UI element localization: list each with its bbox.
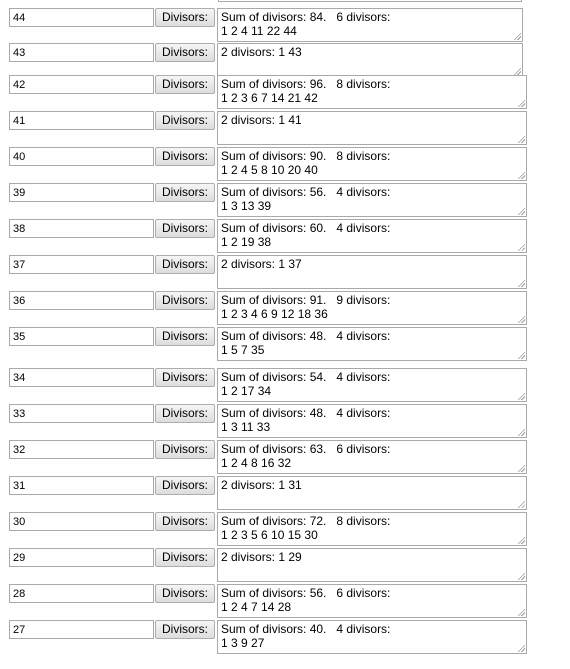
divisor-row [0,147,570,183]
result-line-divisor-list: 1 2 17 34 [221,384,272,398]
number-input[interactable] [9,548,154,567]
number-input[interactable] [9,183,154,202]
divisor-row [0,8,570,44]
divisors-button[interactable]: Divisors: [155,8,215,27]
divisors-result-textarea[interactable] [217,8,523,42]
divisor-row [0,219,570,255]
result-line-summary: Sum of divisors: 96. 8 divisors: [221,77,391,91]
number-input[interactable] [9,584,154,603]
resize-grip-icon[interactable] [517,207,525,215]
divisor-row [0,291,570,327]
number-input[interactable] [9,255,154,274]
divisors-button[interactable]: Divisors: [155,183,215,202]
divisor-row [0,111,570,147]
result-line-divisor-list: 1 2 4 11 22 44 [221,24,297,38]
result-line-summary: Sum of divisors: 91. 9 divisors: [221,293,391,307]
divisors-button[interactable]: Divisors: [155,584,215,603]
result-line-summary: 2 divisors: 1 41 [221,113,302,127]
result-line-summary: Sum of divisors: 48. 4 divisors: [221,406,391,420]
number-input[interactable] [9,219,154,238]
divisor-row [0,327,570,363]
result-line-divisor-list: 1 2 3 4 6 9 12 18 36 [221,307,328,321]
divisor-row [0,255,570,291]
divisors-button[interactable]: Divisors: [155,255,215,274]
divisors-result-textarea[interactable] [217,75,527,109]
number-input[interactable] [9,147,154,166]
divisors-button[interactable]: Divisors: [155,476,215,495]
result-line-summary: 2 divisors: 1 43 [221,45,302,59]
result-line-summary: Sum of divisors: 60. 4 divisors: [221,221,391,235]
divisor-row [0,368,570,404]
divisors-button[interactable]: Divisors: [155,512,215,531]
divisor-row [0,440,570,476]
previous-result-textarea[interactable] [218,0,522,2]
result-line-summary: 2 divisors: 1 37 [221,257,302,271]
resize-grip-icon[interactable] [517,315,525,323]
result-line-summary: Sum of divisors: 72. 8 divisors: [221,514,391,528]
resize-grip-icon[interactable] [517,608,525,616]
divisors-result-textarea[interactable] [217,404,527,438]
result-line-divisor-list: 1 3 11 33 [221,420,271,434]
divisors-result-textarea[interactable] [217,512,527,546]
divisors-button[interactable]: Divisors: [155,111,215,130]
number-input[interactable] [9,291,154,310]
divisors-result-textarea[interactable] [217,219,527,253]
result-line-summary: Sum of divisors: 56. 6 divisors: [221,586,391,600]
result-line-divisor-list: 1 5 7 35 [221,343,265,357]
divisor-row [0,404,570,440]
number-input[interactable] [9,512,154,531]
result-line-summary: Sum of divisors: 54. 4 divisors: [221,370,391,384]
result-line-summary: Sum of divisors: 84. 6 divisors: [221,10,391,24]
number-input[interactable] [9,368,154,387]
divisor-row [0,548,570,584]
result-line-divisor-list: 1 2 4 7 14 28 [221,600,292,614]
divisors-result-textarea[interactable] [217,440,527,474]
divisors-result-textarea[interactable] [217,255,527,289]
divisors-result-textarea[interactable] [217,620,527,654]
result-line-summary: Sum of divisors: 63. 6 divisors: [221,442,391,456]
divisors-button[interactable]: Divisors: [155,327,215,346]
divisors-result-textarea[interactable] [217,368,527,402]
divisor-row [0,75,570,111]
number-input[interactable] [9,440,154,459]
resize-grip-icon[interactable] [517,464,525,472]
divisors-button[interactable]: Divisors: [155,548,215,567]
number-input[interactable] [9,327,154,346]
divisors-result-textarea[interactable] [217,584,527,618]
resize-grip-icon[interactable] [517,644,525,652]
divisor-row [0,183,570,219]
result-line-divisor-list: 1 3 9 27 [221,636,265,650]
divisor-row [0,620,570,656]
number-input[interactable] [9,476,154,495]
result-line-divisor-list: 1 2 19 38 [221,235,272,249]
divisor-row [0,476,570,512]
resize-grip-icon[interactable] [517,135,525,143]
resize-grip-icon[interactable] [513,67,521,75]
resize-grip-icon[interactable] [513,32,521,40]
divisors-result-textarea[interactable] [217,327,527,361]
resize-grip-icon[interactable] [517,428,525,436]
resize-grip-icon[interactable] [517,279,525,287]
divisors-result-textarea[interactable] [217,43,523,77]
resize-grip-icon[interactable] [517,99,525,107]
divisor-row [0,43,570,79]
number-input[interactable] [9,404,154,423]
number-input[interactable] [9,43,154,62]
result-line-summary: 2 divisors: 1 31 [221,478,302,492]
result-line-summary: Sum of divisors: 90. 8 divisors: [221,149,391,163]
divisors-button[interactable]: Divisors: [155,404,215,423]
divisors-result-textarea[interactable] [217,291,527,325]
number-input[interactable] [9,75,154,94]
divisor-row [0,584,570,620]
resize-grip-icon[interactable] [517,351,525,359]
divisors-button[interactable]: Divisors: [155,368,215,387]
divisors-button[interactable]: Divisors: [155,219,215,238]
result-line-summary: Sum of divisors: 56. 4 divisors: [221,185,391,199]
resize-grip-icon[interactable] [517,500,525,508]
result-line-divisor-list: 1 3 13 39 [221,199,272,213]
divisors-result-textarea[interactable] [217,548,527,582]
divisor-row [0,512,570,548]
divisors-result-textarea[interactable] [217,111,527,145]
resize-grip-icon[interactable] [517,171,525,179]
resize-grip-icon[interactable] [517,536,525,544]
divisors-result-textarea[interactable] [217,476,527,510]
divisors-button[interactable]: Divisors: [155,43,215,62]
resize-grip-icon[interactable] [517,243,525,251]
result-line-divisor-list: 1 2 3 5 6 10 15 30 [221,528,318,542]
divisors-button[interactable]: Divisors: [155,75,215,94]
number-input[interactable] [9,8,154,27]
resize-grip-icon[interactable] [517,572,525,580]
result-line-summary: 2 divisors: 1 29 [221,550,302,564]
result-line-divisor-list: 1 2 4 8 16 32 [221,456,292,470]
number-input[interactable] [9,111,154,130]
result-line-summary: Sum of divisors: 48. 4 divisors: [221,329,391,343]
result-line-summary: Sum of divisors: 40. 4 divisors: [221,622,391,636]
resize-grip-icon[interactable] [517,392,525,400]
divisors-button[interactable]: Divisors: [155,440,215,459]
divisors-button[interactable]: Divisors: [155,147,215,166]
number-input[interactable] [9,620,154,639]
divisors-result-textarea[interactable] [217,147,527,181]
result-line-divisor-list: 1 2 3 6 7 14 21 42 [221,91,318,105]
result-line-divisor-list: 1 2 4 5 8 10 20 40 [221,163,318,177]
divisors-button[interactable]: Divisors: [155,620,215,639]
divisors-result-textarea[interactable] [217,183,527,217]
divisors-button[interactable]: Divisors: [155,291,215,310]
